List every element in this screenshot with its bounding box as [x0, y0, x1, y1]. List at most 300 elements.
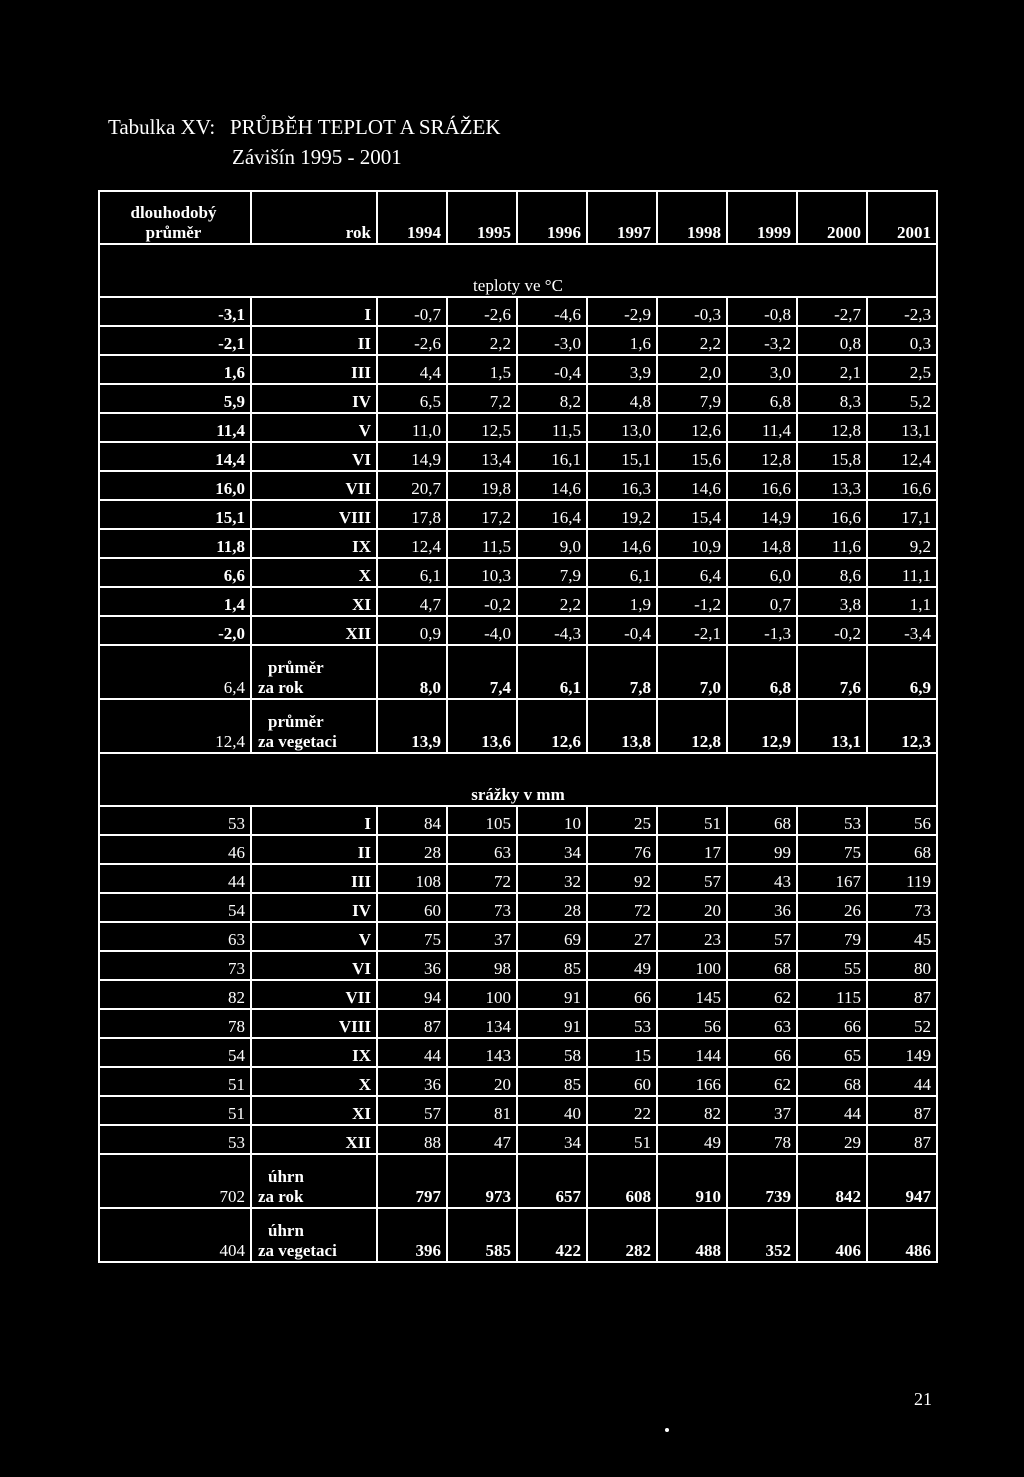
value-cell: 16,1	[517, 442, 587, 471]
long-term-average-cell: 53	[99, 1125, 251, 1154]
summary-value-cell: 12,9	[727, 699, 797, 753]
long-term-average-cell: 54	[99, 893, 251, 922]
value-cell: 134	[447, 1009, 517, 1038]
value-cell: 167	[797, 864, 867, 893]
table-row	[99, 558, 937, 587]
summary-row	[99, 699, 937, 753]
month-cell: I	[251, 806, 377, 835]
summary-value-cell: 488	[657, 1208, 727, 1262]
value-cell: -3,4	[867, 616, 937, 645]
table-row	[99, 806, 937, 835]
summary-value-cell: 6,8	[727, 645, 797, 699]
month-cell: IX	[251, 529, 377, 558]
value-cell: 66	[797, 1009, 867, 1038]
value-cell: 73	[867, 893, 937, 922]
table-row	[99, 835, 937, 864]
long-term-average-cell: 51	[99, 1096, 251, 1125]
month-cell: VIII	[251, 500, 377, 529]
summary-label-cell	[251, 645, 377, 699]
summary-value-cell: 7,8	[587, 645, 657, 699]
value-cell: 44	[867, 1067, 937, 1096]
summary-value-cell: 657	[517, 1154, 587, 1208]
header-long-term-top: dlouhodobý	[130, 203, 217, 222]
value-cell: 57	[377, 1096, 447, 1125]
value-cell: 72	[587, 893, 657, 922]
value-cell: 88	[377, 1125, 447, 1154]
value-cell: 12,8	[727, 442, 797, 471]
value-cell: -2,7	[797, 297, 867, 326]
month-cell: VII	[251, 471, 377, 500]
table-label: Tabulka XV:	[108, 115, 216, 139]
value-cell: 65	[797, 1038, 867, 1067]
value-cell: 81	[447, 1096, 517, 1125]
value-cell: 62	[727, 1067, 797, 1096]
value-cell: 51	[587, 1125, 657, 1154]
value-cell: 11,0	[377, 413, 447, 442]
value-cell: 12,5	[447, 413, 517, 442]
table-row	[99, 864, 937, 893]
table-row	[99, 529, 937, 558]
value-cell: 14,8	[727, 529, 797, 558]
value-cell: 17,2	[447, 500, 517, 529]
header-year-cell: 1994	[377, 191, 447, 244]
month-cell: VII	[251, 980, 377, 1009]
value-cell: 108	[377, 864, 447, 893]
summary-value-cell: 13,8	[587, 699, 657, 753]
value-cell: 10,3	[447, 558, 517, 587]
summary-row	[99, 645, 937, 699]
value-cell: 17	[657, 835, 727, 864]
value-cell: 57	[727, 922, 797, 951]
long-term-average-cell: 11,8	[99, 529, 251, 558]
header-year: rok	[251, 191, 377, 244]
value-cell: 40	[517, 1096, 587, 1125]
summary-value-cell: 13,6	[447, 699, 517, 753]
page-number: 21	[914, 1389, 932, 1409]
long-term-average-cell: 15,1	[99, 500, 251, 529]
value-cell: 32	[517, 864, 587, 893]
value-cell: 79	[797, 922, 867, 951]
table-row	[99, 355, 937, 384]
value-cell: 19,2	[587, 500, 657, 529]
table-row	[99, 1096, 937, 1125]
value-cell: 13,1	[867, 413, 937, 442]
long-term-average-cell: 5,9	[99, 384, 251, 413]
value-cell: 8,2	[517, 384, 587, 413]
summary-value-cell: 6,1	[517, 645, 587, 699]
month-cell: XI	[251, 1096, 377, 1125]
summary-value-cell: 947	[867, 1154, 937, 1208]
summary-label-top: úhrn	[268, 1221, 304, 1240]
long-term-average-cell: 82	[99, 980, 251, 1009]
table-body	[99, 191, 937, 1262]
value-cell: -1,3	[727, 616, 797, 645]
value-cell: 2,2	[657, 326, 727, 355]
long-term-average-cell: -2,0	[99, 616, 251, 645]
value-cell: 60	[377, 893, 447, 922]
value-cell: -1,2	[657, 587, 727, 616]
value-cell: 11,6	[797, 529, 867, 558]
summary-label-cell	[251, 699, 377, 753]
value-cell: 119	[867, 864, 937, 893]
header-long-term-bottom: průměr	[145, 223, 202, 242]
summary-value-cell: 396	[377, 1208, 447, 1262]
summary-value-cell: 352	[727, 1208, 797, 1262]
table-row	[99, 326, 937, 355]
summary-label-bottom: za vegetaci	[258, 1241, 337, 1260]
value-cell: 7,2	[447, 384, 517, 413]
header-year-cell: 1995	[447, 191, 517, 244]
month-cell: X	[251, 1067, 377, 1096]
value-cell: 9,0	[517, 529, 587, 558]
long-term-summary-cell: 6,4	[99, 645, 251, 699]
header-year-cell: 2001	[867, 191, 937, 244]
long-term-average-cell: -3,1	[99, 297, 251, 326]
value-cell: 44	[797, 1096, 867, 1125]
value-cell: 15,6	[657, 442, 727, 471]
value-cell: 63	[447, 835, 517, 864]
summary-label-cell	[251, 1154, 377, 1208]
value-cell: 73	[447, 893, 517, 922]
summary-value-cell: 13,1	[797, 699, 867, 753]
value-cell: 36	[377, 951, 447, 980]
table-row	[99, 922, 937, 951]
value-cell: -2,1	[657, 616, 727, 645]
temperature-section-header-row	[99, 244, 937, 297]
value-cell: 68	[727, 806, 797, 835]
precipitation-section-title: srážky v mm	[99, 753, 937, 806]
value-cell: 14,6	[587, 529, 657, 558]
summary-label-bottom: za rok	[258, 1187, 304, 1206]
value-cell: 20	[447, 1067, 517, 1096]
value-cell: -4,0	[447, 616, 517, 645]
table-row	[99, 471, 937, 500]
value-cell: 16,6	[867, 471, 937, 500]
value-cell: 98	[447, 951, 517, 980]
month-cell: IV	[251, 893, 377, 922]
value-cell: 87	[377, 1009, 447, 1038]
value-cell: 8,6	[797, 558, 867, 587]
table-row	[99, 616, 937, 645]
value-cell: 49	[587, 951, 657, 980]
summary-value-cell: 585	[447, 1208, 517, 1262]
value-cell: 91	[517, 980, 587, 1009]
table-row	[99, 297, 937, 326]
long-term-average-cell: 51	[99, 1067, 251, 1096]
value-cell: -0,7	[377, 297, 447, 326]
long-term-average-cell: -2,1	[99, 326, 251, 355]
value-cell: 2,2	[517, 587, 587, 616]
value-cell: 143	[447, 1038, 517, 1067]
long-term-summary-cell: 12,4	[99, 699, 251, 753]
value-cell: 0,3	[867, 326, 937, 355]
value-cell: 44	[377, 1038, 447, 1067]
summary-value-cell: 282	[587, 1208, 657, 1262]
table-row	[99, 1125, 937, 1154]
value-cell: 6,1	[587, 558, 657, 587]
summary-value-cell: 797	[377, 1154, 447, 1208]
value-cell: 11,1	[867, 558, 937, 587]
summary-value-cell: 7,4	[447, 645, 517, 699]
value-cell: 1,5	[447, 355, 517, 384]
summary-label-top: průměr	[268, 712, 324, 731]
value-cell: 85	[517, 951, 587, 980]
value-cell: 145	[657, 980, 727, 1009]
summary-row	[99, 1208, 937, 1262]
value-cell: 57	[657, 864, 727, 893]
value-cell: 28	[377, 835, 447, 864]
month-cell: VI	[251, 442, 377, 471]
value-cell: 87	[867, 980, 937, 1009]
value-cell: 4,4	[377, 355, 447, 384]
summary-value-cell: 13,9	[377, 699, 447, 753]
value-cell: 3,0	[727, 355, 797, 384]
value-cell: -0,8	[727, 297, 797, 326]
value-cell: -2,9	[587, 297, 657, 326]
value-cell: 19,8	[447, 471, 517, 500]
title-block	[108, 112, 501, 172]
value-cell: -0,4	[517, 355, 587, 384]
value-cell: -0,2	[797, 616, 867, 645]
value-cell: 7,9	[517, 558, 587, 587]
month-cell: II	[251, 835, 377, 864]
table-row	[99, 1038, 937, 1067]
value-cell: 11,5	[447, 529, 517, 558]
value-cell: 4,8	[587, 384, 657, 413]
value-cell: 68	[867, 835, 937, 864]
value-cell: 149	[867, 1038, 937, 1067]
table-row	[99, 951, 937, 980]
summary-value-cell: 608	[587, 1154, 657, 1208]
value-cell: 52	[867, 1009, 937, 1038]
value-cell: 75	[797, 835, 867, 864]
value-cell: 16,6	[797, 500, 867, 529]
value-cell: 2,1	[797, 355, 867, 384]
value-cell: 37	[727, 1096, 797, 1125]
table-title: PRŮBĚH TEPLOT A SRÁŽEK	[230, 115, 501, 139]
summary-value-cell: 7,0	[657, 645, 727, 699]
value-cell: 9,2	[867, 529, 937, 558]
summary-label-bottom: za vegetaci	[258, 732, 337, 751]
value-cell: 15,8	[797, 442, 867, 471]
value-cell: 8,3	[797, 384, 867, 413]
summary-value-cell: 12,3	[867, 699, 937, 753]
summary-value-cell: 8,0	[377, 645, 447, 699]
value-cell: -2,6	[447, 297, 517, 326]
long-term-average-cell: 78	[99, 1009, 251, 1038]
month-cell: III	[251, 864, 377, 893]
value-cell: 13,4	[447, 442, 517, 471]
value-cell: 100	[447, 980, 517, 1009]
long-term-average-cell: 54	[99, 1038, 251, 1067]
value-cell: 26	[797, 893, 867, 922]
value-cell: -0,4	[587, 616, 657, 645]
value-cell: 115	[797, 980, 867, 1009]
month-cell: I	[251, 297, 377, 326]
value-cell: 80	[867, 951, 937, 980]
header-year-cell: 1996	[517, 191, 587, 244]
table-row	[99, 980, 937, 1009]
value-cell: 75	[377, 922, 447, 951]
header-year-cell: 1999	[727, 191, 797, 244]
value-cell: 47	[447, 1125, 517, 1154]
value-cell: 14,6	[657, 471, 727, 500]
value-cell: 14,9	[377, 442, 447, 471]
long-term-average-cell: 14,4	[99, 442, 251, 471]
summary-value-cell: 910	[657, 1154, 727, 1208]
summary-value-cell: 422	[517, 1208, 587, 1262]
table-subtitle: Závišín 1995 - 2001	[232, 145, 402, 169]
value-cell: 15	[587, 1038, 657, 1067]
value-cell: 43	[727, 864, 797, 893]
summary-value-cell: 739	[727, 1154, 797, 1208]
month-cell: II	[251, 326, 377, 355]
summary-value-cell: 12,8	[657, 699, 727, 753]
value-cell: 82	[657, 1096, 727, 1125]
header-long-term	[99, 191, 251, 244]
value-cell: 29	[797, 1125, 867, 1154]
value-cell: 10	[517, 806, 587, 835]
value-cell: 17,1	[867, 500, 937, 529]
speck-mark	[665, 1428, 669, 1432]
summary-value-cell: 6,9	[867, 645, 937, 699]
value-cell: 2,5	[867, 355, 937, 384]
table-row	[99, 587, 937, 616]
long-term-summary-cell: 702	[99, 1154, 251, 1208]
header-year-cell: 1998	[657, 191, 727, 244]
summary-value-cell: 406	[797, 1208, 867, 1262]
value-cell: 76	[587, 835, 657, 864]
value-cell: 34	[517, 1125, 587, 1154]
long-term-average-cell: 63	[99, 922, 251, 951]
value-cell: -0,2	[447, 587, 517, 616]
value-cell: 100	[657, 951, 727, 980]
header-year-cell: 1997	[587, 191, 657, 244]
value-cell: 91	[517, 1009, 587, 1038]
value-cell: -4,3	[517, 616, 587, 645]
value-cell: 37	[447, 922, 517, 951]
long-term-average-cell: 6,6	[99, 558, 251, 587]
value-cell: 12,8	[797, 413, 867, 442]
month-cell: XII	[251, 1125, 377, 1154]
value-cell: 94	[377, 980, 447, 1009]
value-cell: 72	[447, 864, 517, 893]
value-cell: 36	[727, 893, 797, 922]
summary-value-cell: 7,6	[797, 645, 867, 699]
month-cell: III	[251, 355, 377, 384]
value-cell: -2,6	[377, 326, 447, 355]
value-cell: 12,6	[657, 413, 727, 442]
table-row	[99, 442, 937, 471]
table-row	[99, 1009, 937, 1038]
month-cell: IX	[251, 1038, 377, 1067]
long-term-average-cell: 11,4	[99, 413, 251, 442]
value-cell: 10,9	[657, 529, 727, 558]
summary-label-cell	[251, 1208, 377, 1262]
value-cell: 3,8	[797, 587, 867, 616]
value-cell: 13,3	[797, 471, 867, 500]
value-cell: 105	[447, 806, 517, 835]
value-cell: 56	[657, 1009, 727, 1038]
value-cell: 25	[587, 806, 657, 835]
climate-table	[98, 190, 938, 1263]
value-cell: 11,4	[727, 413, 797, 442]
value-cell: 99	[727, 835, 797, 864]
long-term-average-cell: 73	[99, 951, 251, 980]
value-cell: 6,5	[377, 384, 447, 413]
value-cell: 13,0	[587, 413, 657, 442]
summary-value-cell: 486	[867, 1208, 937, 1262]
value-cell: -2,3	[867, 297, 937, 326]
value-cell: 66	[587, 980, 657, 1009]
value-cell: 20,7	[377, 471, 447, 500]
month-cell: XI	[251, 587, 377, 616]
long-term-average-cell: 46	[99, 835, 251, 864]
table-row	[99, 384, 937, 413]
precipitation-section-header-row	[99, 753, 937, 806]
summary-label-bottom: za rok	[258, 678, 304, 697]
value-cell: 2,0	[657, 355, 727, 384]
month-cell: IV	[251, 384, 377, 413]
table-row	[99, 893, 937, 922]
summary-row	[99, 1154, 937, 1208]
value-cell: 53	[797, 806, 867, 835]
value-cell: 0,8	[797, 326, 867, 355]
value-cell: 27	[587, 922, 657, 951]
value-cell: 16,4	[517, 500, 587, 529]
value-cell: 85	[517, 1067, 587, 1096]
value-cell: 17,8	[377, 500, 447, 529]
summary-value-cell: 842	[797, 1154, 867, 1208]
value-cell: 36	[377, 1067, 447, 1096]
value-cell: 49	[657, 1125, 727, 1154]
value-cell: -0,3	[657, 297, 727, 326]
long-term-average-cell: 16,0	[99, 471, 251, 500]
value-cell: 56	[867, 806, 937, 835]
value-cell: 15,4	[657, 500, 727, 529]
value-cell: 6,1	[377, 558, 447, 587]
value-cell: 1,6	[587, 326, 657, 355]
value-cell: 6,8	[727, 384, 797, 413]
value-cell: 22	[587, 1096, 657, 1125]
value-cell: 66	[727, 1038, 797, 1067]
table-row	[99, 413, 937, 442]
value-cell: 14,9	[727, 500, 797, 529]
value-cell: 69	[517, 922, 587, 951]
value-cell: 28	[517, 893, 587, 922]
value-cell: 15,1	[587, 442, 657, 471]
value-cell: 20	[657, 893, 727, 922]
value-cell: 1,1	[867, 587, 937, 616]
value-cell: 87	[867, 1125, 937, 1154]
value-cell: 2,2	[447, 326, 517, 355]
summary-value-cell: 973	[447, 1154, 517, 1208]
value-cell: 166	[657, 1067, 727, 1096]
header-row	[99, 191, 937, 244]
table-row	[99, 500, 937, 529]
long-term-average-cell: 44	[99, 864, 251, 893]
value-cell: 6,4	[657, 558, 727, 587]
value-cell: 144	[657, 1038, 727, 1067]
value-cell: -4,6	[517, 297, 587, 326]
value-cell: 68	[727, 951, 797, 980]
summary-label-top: průměr	[268, 658, 324, 677]
value-cell: 34	[517, 835, 587, 864]
value-cell: 53	[587, 1009, 657, 1038]
month-cell: V	[251, 413, 377, 442]
value-cell: 45	[867, 922, 937, 951]
month-cell: XII	[251, 616, 377, 645]
